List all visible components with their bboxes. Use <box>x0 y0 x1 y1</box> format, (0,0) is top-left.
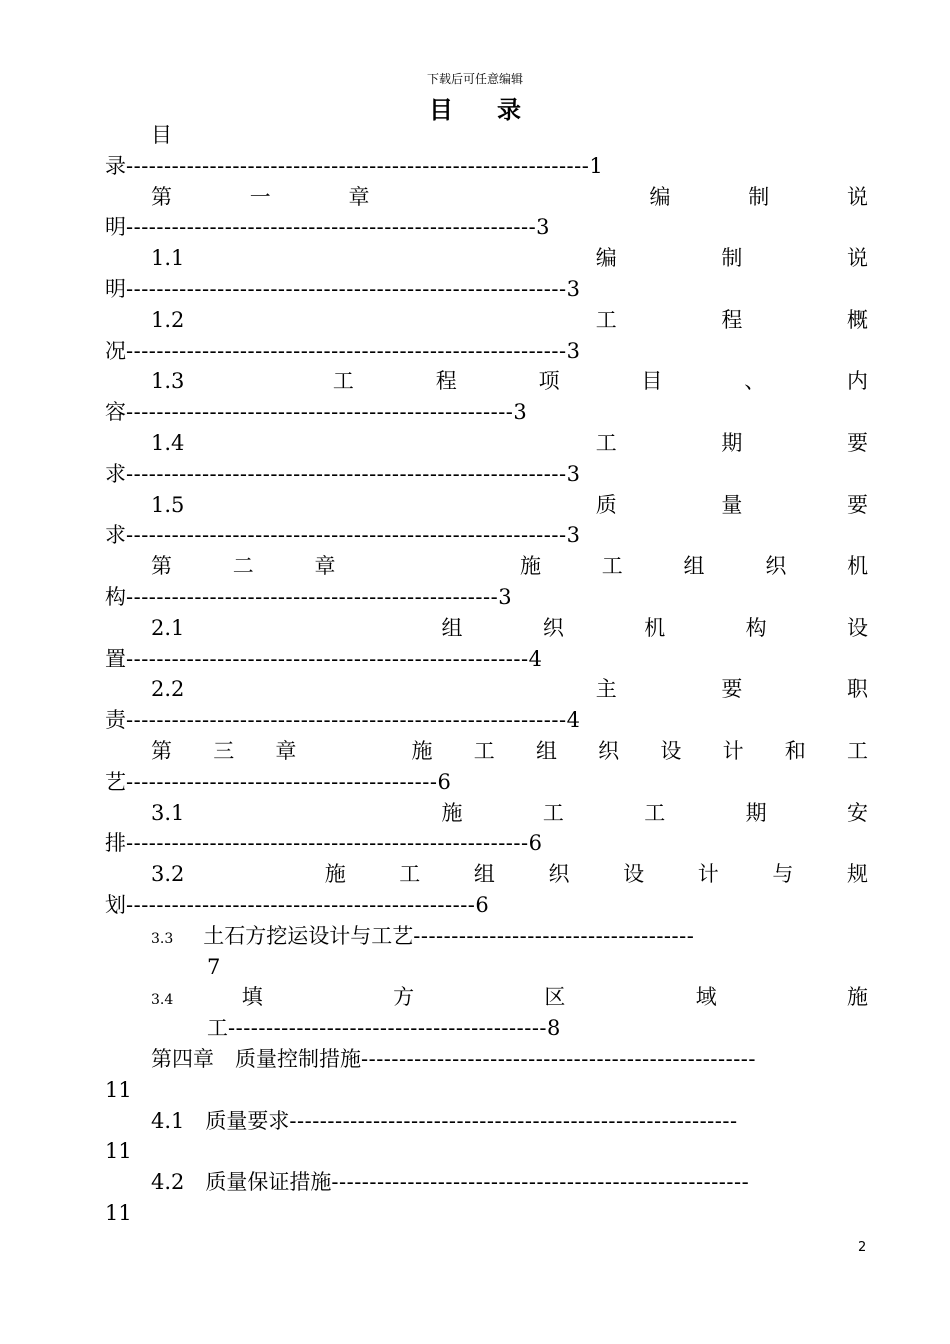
toc-page-number: 3 <box>566 461 580 486</box>
toc-entry-tail <box>105 1136 868 1167</box>
toc-entry-head: 第 一 章 编 制 说 <box>151 184 868 209</box>
toc-entry-tail[interactable]: 明------------------------------------------------------3 <box>105 215 550 240</box>
toc-page-number: 3 <box>566 276 580 301</box>
toc-entry-head[interactable]: 4.1 质量要求----------------------------------------------------------- <box>151 1108 738 1133</box>
toc-entry-tail[interactable]: 求----------------------------------------------------------3 <box>105 523 580 548</box>
toc-entry-head[interactable]: 第四章 质量控制措施---------------------------------------------------- <box>151 1046 756 1071</box>
toc-entry-tail[interactable]: 艺-----------------------------------------6 <box>105 769 451 794</box>
toc-entry-tail[interactable]: 置-----------------------------------------------------4 <box>105 646 542 671</box>
toc-entry-tail <box>105 1075 868 1106</box>
toc-entry-tail[interactable]: 构-------------------------------------------------3 <box>105 584 512 609</box>
toc-entry-tail[interactable]: 责----------------------------------------------------------4 <box>105 708 580 733</box>
toc-entry-tail[interactable]: 求----------------------------------------------------------3 <box>105 461 580 486</box>
toc-entry-tail <box>105 1198 868 1229</box>
toc-entry-head: 2.1 组 织 机 构 设 <box>151 615 868 640</box>
toc-page-number: 1 <box>589 153 603 178</box>
table-of-contents <box>105 120 868 1229</box>
toc-entry-tail[interactable]: 容---------------------------------------------------3 <box>105 400 527 425</box>
toc-page-number: 6 <box>437 769 451 794</box>
toc-page-number: 3 <box>536 215 550 240</box>
toc-entry-head: 1.4 工 期 要 <box>151 430 868 455</box>
toc-entry-head: 1.3 工 程 项 目 、 内 <box>151 369 868 394</box>
page-number: 2 <box>858 1240 867 1255</box>
toc-entry-tail[interactable]: 排-----------------------------------------------------6 <box>105 831 542 856</box>
toc-entry-tail[interactable]: 划----------------------------------------------6 <box>105 892 489 917</box>
toc-entry-head: 1.5 质 量 要 <box>151 492 868 517</box>
title-char-2: 录 <box>497 96 521 124</box>
toc-entry-tail <box>105 952 868 983</box>
toc-entry-head: 3.1 施 工 工 期 安 <box>151 800 868 825</box>
toc-page-number: 3 <box>513 400 527 425</box>
header-note: 下载后可任意编辑 <box>426 72 523 86</box>
toc-entry-head: 1.2 工 程 概 <box>151 307 868 332</box>
toc-page-number: 3 <box>566 523 580 548</box>
toc-entry-head: 2.2 主 要 职 <box>151 677 868 702</box>
toc-entry-head: 3.4 填 方 区 域 施 <box>151 985 868 1010</box>
toc-page-number: 11 <box>105 1139 132 1164</box>
title-char-1: 目 <box>429 96 453 124</box>
toc-entry-tail[interactable]: 工------------------------------------------8 <box>207 1016 561 1041</box>
toc-entry-head: 第 二 章 施 工 组 织 机 <box>151 554 868 579</box>
toc-page-number: 6 <box>475 892 489 917</box>
toc-page-number: 8 <box>547 1016 561 1041</box>
toc-page-number: 4 <box>528 646 542 671</box>
toc-entry-head[interactable]: 3.3 土石方挖运设计与工艺------------------------------------- <box>151 923 695 948</box>
toc-entry-head[interactable]: 4.2 质量保证措施------------------------------------------------------- <box>151 1170 750 1195</box>
toc-page-number: 6 <box>528 831 542 856</box>
toc-page-number: 7 <box>207 954 221 979</box>
toc-entry-tail[interactable]: 况----------------------------------------------------------3 <box>105 338 580 363</box>
toc-entry-head: 第 三 章 施 工 组 织 设 计 和 工 <box>151 738 868 763</box>
toc-page-number: 3 <box>498 584 512 609</box>
toc-entry-head: 目 <box>151 123 172 147</box>
toc-entry-tail[interactable]: 录-------------------------------------------------------------1 <box>105 153 603 178</box>
toc-entry-head: 3.2 施 工 组 织 设 计 与 规 <box>151 862 868 887</box>
toc-page-number: 4 <box>566 708 580 733</box>
toc-page-number: 11 <box>105 1077 132 1102</box>
toc-page-number: 3 <box>566 338 580 363</box>
toc-entry-head: 1.1 编 制 说 <box>151 246 868 271</box>
toc-entry-tail[interactable]: 明----------------------------------------------------------3 <box>105 276 580 301</box>
toc-page-number: 11 <box>105 1200 132 1225</box>
